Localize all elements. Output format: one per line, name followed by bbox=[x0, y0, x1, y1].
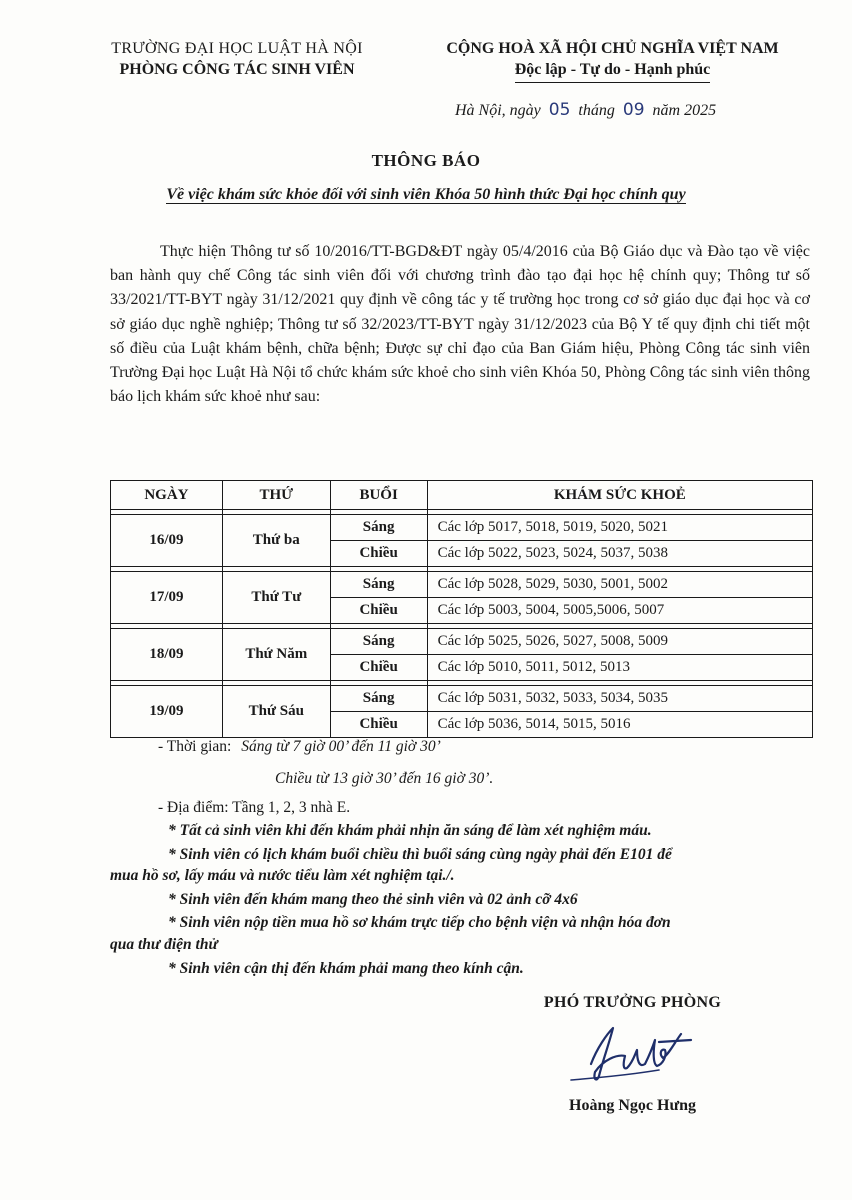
note-afternoon-schedule-cont: mua hồ sơ, lấy máu và nước tiểu làm xét nghiệm tại./. bbox=[110, 867, 455, 884]
date-month: 09 bbox=[622, 100, 645, 120]
location-note: - Địa điểm: Tầng 1, 2, 3 nhà E. bbox=[158, 799, 351, 816]
row-classes: Các lớp 5017, 5018, 5019, 5020, 5021 bbox=[427, 515, 812, 541]
country-name: CỘNG HOÀ XÃ HỘI CHỦ NGHĨA VIỆT NAM bbox=[446, 40, 779, 57]
time-afternoon: Chiều từ 13 giờ 30’ đến 16 giờ 30’. bbox=[275, 770, 494, 787]
issue-date bbox=[455, 100, 716, 120]
signer-name: Hoàng Ngọc Hưng bbox=[569, 1097, 696, 1114]
header-exam: KHÁM SỨC KHOẺ bbox=[427, 481, 812, 510]
row-classes: Các lớp 5028, 5029, 5030, 5001, 5002 bbox=[427, 572, 812, 598]
intro-paragraph: Thực hiện Thông tư số 10/2016/TT-BGD&ĐT ngày 05/4/2016 của Bộ Giáo dục và Đào tạo về việc ban hành quy chế Công tác sinh viên đối với chương trình đào tạo đại học hệ chính quy; Thông tư số 33/2021/TT-BYT ngày 31/12/2021 quy định về công tác y tế trường học trong cơ sở giáo dục đại học và cơ sở giáo dục nghề nghiệp; Thông tư số 32/2023/TT-BYT ngày 31/12/2023 của Bộ Y tế quy định chi tiết một số điều của Luật khám bệnh, chữa bệnh; Được sự chỉ đạo của Ban Giám hiệu, Phòng Công tác sinh viên Trường Đại học Luật Hà Nội tổ chức khám sức khoẻ cho sinh viên Khóa 50, Phòng Công tác sinh viên thông báo lịch khám sức khoẻ như sau: bbox=[110, 243, 810, 406]
note-glasses: * Sinh viên cận thị đến khám phải mang theo kính cận. bbox=[168, 960, 524, 977]
row-classes: Các lớp 5003, 5004, 5005,5006, 5007 bbox=[427, 598, 812, 624]
row-classes: Các lớp 5036, 5014, 5015, 5016 bbox=[427, 712, 812, 738]
row-classes: Các lớp 5025, 5026, 5027, 5008, 5009 bbox=[427, 629, 812, 655]
row-session: Chiều bbox=[330, 712, 427, 738]
subtitle-text: Về việc khám sức khỏe đối với sinh viên Khóa 50 hình thức Đại học chính quy bbox=[166, 186, 686, 203]
row-weekday: Thứ ba bbox=[222, 515, 330, 567]
note-fasting: * Tất cả sinh viên khi đến khám phải nhịn ăn sáng để làm xét nghiệm máu. bbox=[168, 822, 652, 839]
signer-title: PHÓ TRƯỞNG PHÒNG bbox=[543, 994, 722, 1011]
organization-header bbox=[82, 38, 392, 80]
row-session: Chiều bbox=[330, 598, 427, 624]
date-month-label: tháng bbox=[578, 102, 615, 119]
date-day: 05 bbox=[548, 100, 571, 120]
header-date: NGÀY bbox=[111, 481, 223, 510]
time-note bbox=[158, 738, 441, 756]
header-weekday: THỨ bbox=[222, 481, 330, 510]
document-subtitle bbox=[0, 186, 852, 204]
signature-block bbox=[515, 994, 750, 1115]
row-session: Sáng bbox=[330, 686, 427, 712]
row-weekday: Thứ Tư bbox=[222, 572, 330, 624]
row-classes: Các lớp 5010, 5011, 5012, 5013 bbox=[427, 655, 812, 681]
row-weekday: Thứ Năm bbox=[222, 629, 330, 681]
university-name: TRƯỜNG ĐẠI HỌC LUẬT HÀ NỘI bbox=[111, 40, 363, 57]
national-header bbox=[405, 38, 820, 83]
table-row bbox=[111, 515, 813, 541]
national-motto: Độc lập - Tự do - Hạnh phúc bbox=[515, 59, 711, 83]
department-name: PHÒNG CÔNG TÁC SINH VIÊN bbox=[119, 61, 355, 78]
row-session: Chiều bbox=[330, 541, 427, 567]
row-date: 17/09 bbox=[111, 572, 223, 624]
table-row bbox=[111, 686, 813, 712]
row-classes: Các lớp 5022, 5023, 5024, 5037, 5038 bbox=[427, 541, 812, 567]
note-payment: * Sinh viên nộp tiền mua hồ sơ khám trực tiếp cho bệnh viện và nhận hóa đơn bbox=[168, 914, 671, 931]
note-afternoon-schedule: * Sinh viên có lịch khám buổi chiều thì buổi sáng cùng ngày phải đến E101 để bbox=[168, 846, 672, 863]
document-title: THÔNG BÁO bbox=[371, 151, 481, 170]
header-session: BUỔI bbox=[330, 481, 427, 510]
row-weekday: Thứ Sáu bbox=[222, 686, 330, 738]
note-payment-cont: qua thư điện thử bbox=[110, 936, 218, 953]
row-session: Chiều bbox=[330, 655, 427, 681]
table-header-row bbox=[111, 481, 813, 510]
row-session: Sáng bbox=[330, 572, 427, 598]
row-session: Sáng bbox=[330, 515, 427, 541]
time-morning: Sáng từ 7 giờ 00’ đến 11 giờ 30’ bbox=[241, 738, 441, 755]
row-date: 18/09 bbox=[111, 629, 223, 681]
row-classes: Các lớp 5031, 5032, 5033, 5034, 5035 bbox=[427, 686, 812, 712]
row-session: Sáng bbox=[330, 629, 427, 655]
exam-schedule-table bbox=[110, 480, 813, 738]
time-label: - Thời gian: bbox=[158, 738, 232, 755]
handwritten-signature bbox=[563, 1020, 703, 1086]
table-row bbox=[111, 572, 813, 598]
date-prefix: Hà Nội, ngày bbox=[455, 102, 541, 119]
note-documents: * Sinh viên đến khám mang theo thẻ sinh viên và 02 ảnh cỡ 4x6 bbox=[168, 891, 578, 908]
date-year: năm 2025 bbox=[652, 102, 717, 119]
table-row bbox=[111, 629, 813, 655]
row-date: 16/09 bbox=[111, 515, 223, 567]
row-date: 19/09 bbox=[111, 686, 223, 738]
